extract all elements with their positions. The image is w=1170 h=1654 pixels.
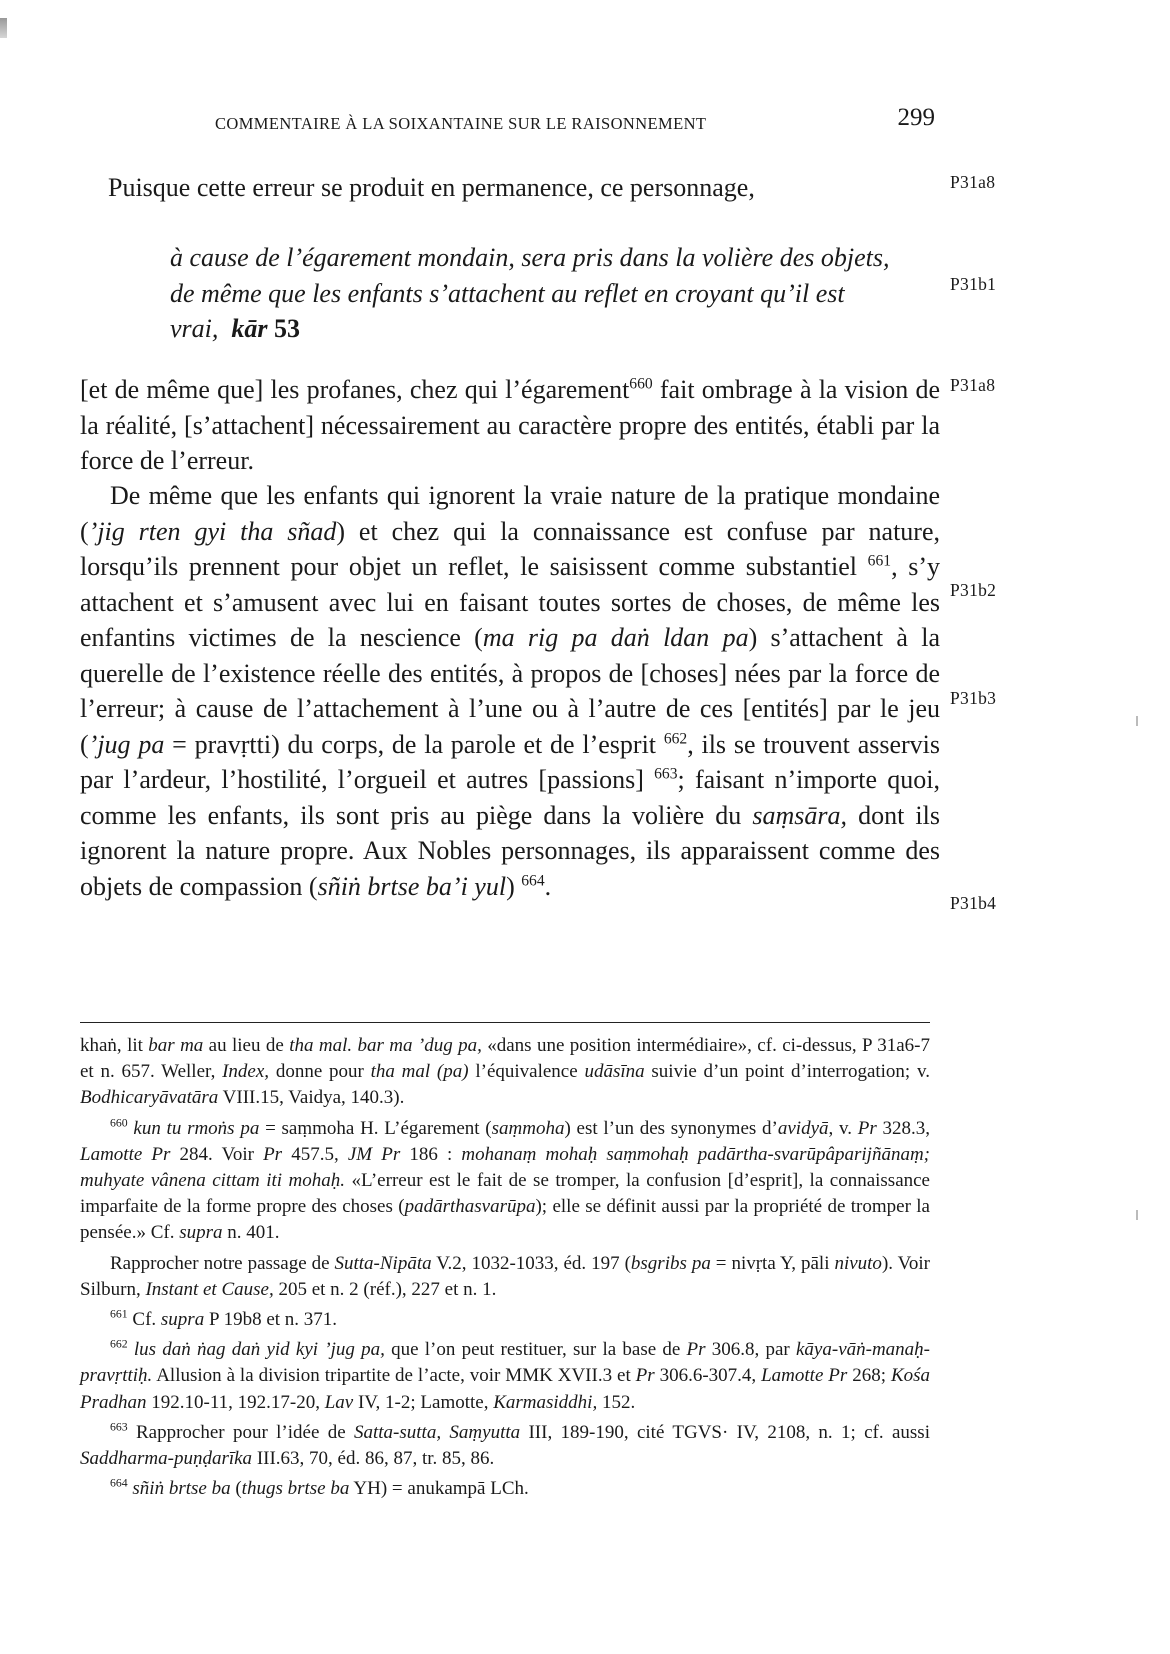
text-run: ( — [230, 1478, 242, 1500]
text-run: P 19b8 et n. 371. — [204, 1309, 338, 1331]
margin-ref: P31b2 — [950, 580, 997, 600]
italic-run: thugs brtse ba — [241, 1478, 350, 1500]
text-run: 152. — [597, 1391, 636, 1413]
text-run: Allusion à la division tripartite de l’acte, voir MMK XVII.3 et — [152, 1365, 636, 1387]
footnote-660 — [80, 1116, 930, 1247]
text-run: III, 189-190, cité TGVS· IV, 2108, n. 1; cf. aussi — [520, 1421, 930, 1443]
italic-run: saṃmoha — [491, 1117, 565, 1139]
text-run: l’équivalence — [468, 1061, 585, 1083]
italic-run: Index, — [222, 1061, 270, 1083]
italic-run: Lamotte Pr — [761, 1365, 848, 1387]
tibetan-term: ’jug pa — [88, 729, 165, 759]
text-run: Rapprocher notre passage de — [110, 1252, 335, 1274]
text-run: = saṃmoha H. L’égarement ( — [259, 1117, 492, 1139]
scan-artifact — [1136, 1210, 1138, 1220]
scan-artifact — [0, 18, 7, 38]
page-header — [215, 104, 935, 146]
italic-run: nivuto — [834, 1252, 882, 1274]
italic-run: lus daṅ ṅag daṅ yid kyi ’jug pa, — [133, 1339, 385, 1361]
italic-run: tha mal. bar ma ’dug pa, — [289, 1035, 482, 1056]
italic-run: Pr — [263, 1143, 283, 1165]
tibetan-term: ’jig rten gyi tha sñad — [88, 516, 337, 546]
italic-run: Sutta-Nipāta — [334, 1252, 432, 1274]
text-run: ) est l’un des synonymes d’ — [564, 1117, 778, 1139]
footnote-number: 662 — [110, 1337, 128, 1351]
footnote-661 — [80, 1307, 930, 1333]
footnote-divider — [80, 1022, 930, 1023]
italic-run: bsgribs pa — [630, 1252, 711, 1274]
text-run: IV, 1-2; Lamotte, — [353, 1391, 494, 1413]
italic-run: tha mal (pa) — [370, 1061, 469, 1083]
margin-ref: P31b4 — [950, 893, 997, 913]
text-run: , v. — [828, 1117, 858, 1139]
text-run: [et de même que] les profanes, chez qui l’égarement — [80, 375, 630, 404]
text-run: . — [544, 871, 552, 901]
italic-run: Bodhicaryāvatāra — [80, 1087, 219, 1109]
text-run: 268; — [847, 1365, 891, 1387]
verse-label: kār — [231, 314, 268, 343]
text-run: 306.6-307.4, — [654, 1365, 762, 1387]
italic-run: JM Pr — [347, 1143, 401, 1165]
italic-run: Pr — [635, 1365, 655, 1387]
footnote-660-continued — [80, 1251, 930, 1303]
text-run: 328.3, — [876, 1117, 930, 1139]
text-run: ) s’attachent à la querelle de l’existence réelle des entités, à propos de [choses] nées par la force de l’erreur; à cause de l’attachement à l’une ou à l’autre de ces [entités] par le jeu ( — [80, 623, 941, 759]
italic-run: kun tu rmoṅs pa — [133, 1117, 260, 1139]
italic-run: Karmasiddhi, — [493, 1391, 598, 1413]
italic-run: mohanaṃ mohaḥ saṃmohaḥ padārtha-svarūpâparijñānaṃ; muhyate vânena cittam iti mohaḥ. — [80, 1143, 931, 1192]
lead-sentence: Puisque cette erreur se produit en permanence, ce personnage, — [108, 173, 755, 202]
footnote-ref[interactable]: 664 — [521, 871, 545, 889]
italic-run: udāsīna — [584, 1061, 645, 1083]
paragraph — [80, 372, 940, 479]
text-run: 192.10-11, 192.17-20, — [146, 1391, 325, 1413]
text-run: ) et chez qui la connaissance est confuse par nature, lorsqu’ils prennent pour objet un reflet, le saisissent comme substantiel — [80, 516, 941, 581]
paragraph — [80, 478, 940, 904]
italic-run: Saddharma-puṇḍarīka — [80, 1448, 253, 1470]
footnote-ref[interactable]: 660 — [629, 375, 653, 393]
italic-run: Instant et Cause, — [145, 1278, 274, 1300]
text-run: V.2, 1032-1033, éd. 197 ( — [431, 1252, 631, 1274]
italic-run: avidyā — [777, 1117, 829, 1139]
text-run: fait ombrage à la vision de la réalité, [s’attachent] nécessairement au caractère propre des entités, établi par la force de l’erreur. — [80, 375, 940, 475]
running-head: COMMENTAIRE À LA SOIXANTAINE SUR LE RAISONNEMENT — [215, 114, 707, 133]
margin-ref: P31b3 — [950, 688, 997, 708]
footnote-663 — [80, 1420, 930, 1472]
footnote-662 — [80, 1337, 930, 1416]
text-run: donne pour — [269, 1061, 371, 1083]
text-run: khaṅ, lit — [80, 1035, 149, 1056]
text-run: n. 401. — [222, 1222, 280, 1244]
tibetan-term: ma rig pa daṅ ldan pa — [482, 623, 749, 652]
italic-run: Pr — [857, 1117, 877, 1139]
text-run: 284. Voir — [170, 1143, 264, 1165]
italic-run: Lamotte Pr — [80, 1143, 171, 1165]
italic-run: sñiṅ brtse ba — [132, 1478, 231, 1500]
italic-run: kāya-vāṅ-manaḥ-pravṛttiḥ. — [80, 1339, 931, 1387]
footnote-continuation — [80, 1033, 930, 1112]
footnote-ref[interactable]: 662 — [663, 729, 688, 747]
italic-run: supra — [160, 1309, 205, 1331]
verse-block — [170, 240, 900, 347]
text-run: Cf. — [127, 1309, 161, 1331]
italic-run: Satta-sutta, Saṃyutta — [353, 1421, 521, 1443]
footnote-664 — [80, 1476, 930, 1502]
text-run: Rapprocher pour l’idée de — [127, 1421, 354, 1443]
footnote-number: 661 — [110, 1307, 128, 1321]
scan-artifact — [1136, 716, 1138, 726]
footnote-ref[interactable]: 663 — [654, 765, 678, 783]
footnote-number: 664 — [110, 1476, 128, 1490]
page-number: 299 — [897, 104, 935, 131]
text-run: 306.8, par — [705, 1339, 796, 1361]
text-run: ); elle se définit aussi par la propriété de tromper la pensée.» Cf. — [80, 1196, 930, 1244]
margin-ref: P31a8 — [950, 375, 996, 395]
text-run: que l’on peut restituer, sur la base de — [384, 1339, 687, 1361]
footnote-number: 663 — [110, 1420, 128, 1434]
text-run: , ils se trouvent asservis par l’ardeur, l’hostilité, l’orgueil et autres [passions] — [80, 729, 941, 794]
italic-run: Kośa Pradhan — [80, 1365, 931, 1413]
italic-run: Pr — [686, 1339, 706, 1361]
text-run: «dans une position intermédiaire», cf. ci-dessus, P 31a6-7 et n. 657. Weller, — [80, 1035, 930, 1083]
text-run: = pravṛtti) du corps, de la parole et de l’esprit — [164, 729, 657, 759]
italic-run: bar ma — [148, 1035, 204, 1056]
text-run: 457.5, — [282, 1143, 348, 1165]
tibetan-term: sñiṅ brtse ba’i yul — [317, 871, 507, 901]
text-run: De même que les enfants qui ignorent la vraie nature de la pratique mondaine ( — [80, 481, 940, 546]
text-run: , s’y attachent et s’amusent avec lui en faisant toutes sortes de choses, de même les enfantins victimes de la nescience ( — [80, 552, 941, 652]
italic-run: Lav — [324, 1391, 354, 1413]
verse-text: à cause de l’égarement mondain, sera pris dans la volière des objets, de même que les enfants s’attachent au reflet en croyant qu’il est vrai, — [170, 243, 890, 343]
text-run: «L’erreur est le fait de se tromper, la confusion [d’esprit], la connaissance imparfaite de la forme propre des choses ( — [80, 1170, 930, 1218]
footnotes — [80, 1033, 930, 1506]
text-run: 205 et n. 2 (réf.), 227 et n. 1. — [273, 1278, 497, 1300]
text-run: YH) = anukampā LCh. — [349, 1478, 529, 1500]
margin-ref: P31b1 — [950, 274, 997, 294]
text-run: dont ils ignorent la nature propre. Aux Nobles personnages, ils apparaissent comme des objets de compassion ( — [80, 800, 940, 901]
text-run: = nivṛta Y, pāli — [710, 1252, 835, 1274]
text-run: 186 : — [400, 1143, 462, 1165]
verse-number: 53 — [274, 314, 301, 343]
text-run: au lieu de — [203, 1035, 290, 1056]
text-run: ; faisant n’importe quoi, comme les enfants, ils sont pris au piège dans la volière du — [80, 765, 941, 830]
text-run: suivie d’un point d’interrogation; v. — [644, 1061, 930, 1083]
text-run: ). Voir Silburn, — [80, 1252, 931, 1300]
text-run: III.63, 70, éd. 86, 87, tr. 85, 86. — [252, 1448, 495, 1470]
margin-ref: P31a8 — [950, 172, 996, 192]
footnote-number: 660 — [110, 1116, 128, 1130]
footnote-ref[interactable]: 661 — [867, 552, 892, 570]
text-run: ) — [506, 871, 515, 901]
italic-run: supra — [179, 1222, 223, 1244]
text-run: VIII.15, Vaidya, 140.3). — [218, 1087, 405, 1109]
italic-run: padārthasvarūpa — [404, 1196, 536, 1218]
sanskrit-term: saṃsāra, — [752, 800, 848, 830]
